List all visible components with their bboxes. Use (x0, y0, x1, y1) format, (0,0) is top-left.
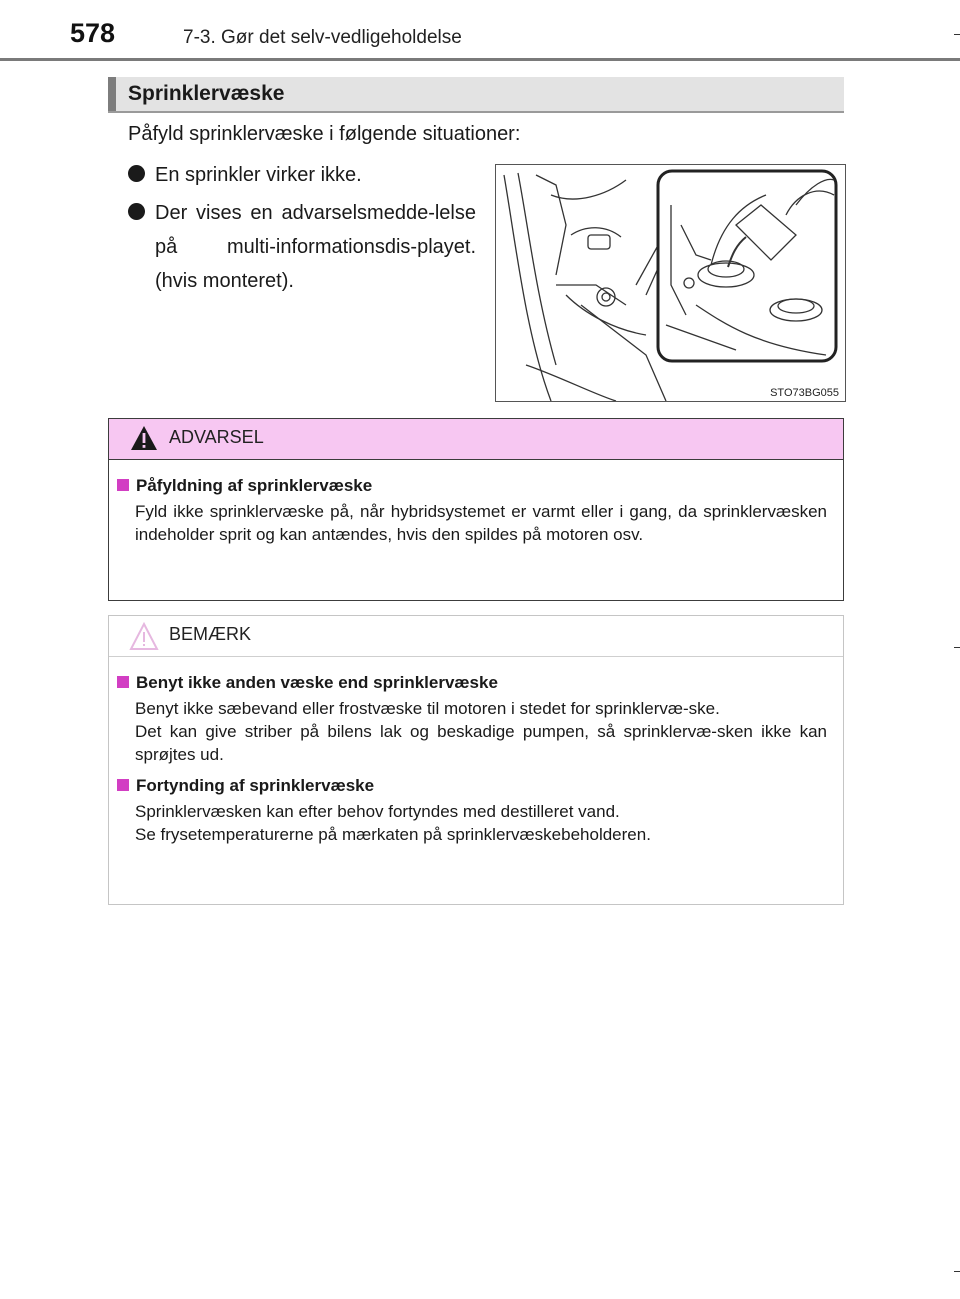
warning-header (109, 419, 843, 460)
warning-item-text: Fyld ikke sprinklervæske på, når hybridsystemet er varmt eller i gang, da sprinklervæsken indeholder sprit og kan antændes, hvis den spildes på motoren osv. (135, 502, 827, 544)
crop-mark (954, 34, 960, 35)
square-bullet-icon (117, 779, 129, 791)
notice-label: BEMÆRK (169, 624, 252, 644)
chapter-title: 7-3. Gør det selv-vedligeholdelse (183, 27, 462, 48)
bullet-dot-icon (128, 203, 145, 220)
washer-fluid-illustration (495, 164, 846, 402)
notice-header (109, 616, 843, 657)
notice-item-title-text: Fortynding af sprinklervæske (136, 776, 375, 795)
notice-item-text: Det kan give striber på bilens lak og beskadige pumpen, så sprinklervæ-sken ikke kan sprøjtes ud. (135, 722, 827, 764)
crop-mark (954, 647, 960, 648)
warning-body (109, 460, 843, 568)
warning-triangle-icon (129, 424, 159, 457)
bullet-dot-icon (128, 165, 145, 182)
notice-item-text: Benyt ikke sæbevand eller frostvæske til motoren i stedet for sprinklervæ-ske. (135, 699, 720, 718)
square-bullet-icon (117, 676, 129, 688)
warning-item-title (117, 476, 827, 496)
section-heading-text: Sprinklervæske (128, 82, 285, 105)
intro-text: Påfyld sprinklervæske i følgende situationer: (128, 123, 521, 145)
header-rule (0, 58, 960, 61)
square-bullet-icon (117, 479, 129, 491)
notice-box (108, 615, 844, 905)
figure-code: STO73BG055 (770, 387, 839, 399)
list-item (128, 158, 476, 192)
section-heading-bar (108, 77, 116, 111)
notice-body (109, 657, 843, 868)
list-item (128, 196, 476, 298)
warning-box (108, 418, 844, 601)
crop-mark (954, 1271, 960, 1272)
notice-item-title (117, 673, 827, 693)
notice-item-title (117, 776, 827, 796)
bullet-list (128, 158, 476, 302)
notice-triangle-icon (129, 621, 159, 656)
bullet-text: Der vises en advarselsmedde-lelse på multi-informationsdis-playet. (hvis monteret). (155, 202, 476, 292)
notice-item-text: Se frysetemperaturerne på mærkaten på sprinklervæskebeholderen. (135, 825, 651, 844)
warning-label: ADVARSEL (169, 427, 264, 447)
engine-bay-illustration (496, 165, 845, 401)
notice-item-title-text: Benyt ikke anden væske end sprinklervæske (136, 673, 498, 692)
page-number: 578 (70, 18, 116, 48)
notice-item-text: Sprinklervæsken kan efter behov fortyndes med destilleret vand. (135, 802, 620, 821)
bullet-text: En sprinkler virker ikke. (155, 164, 362, 186)
section-heading (108, 77, 844, 113)
warning-item-title-text: Påfyldning af sprinklervæske (136, 476, 373, 495)
